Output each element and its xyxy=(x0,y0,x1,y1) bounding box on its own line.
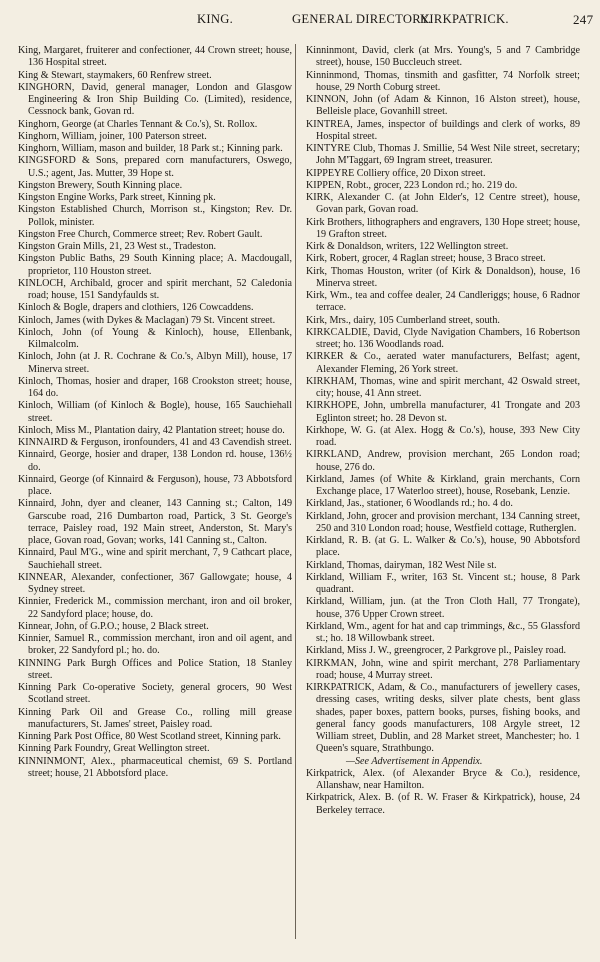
directory-entry: KIRKPATRICK, Adam, & Co., manufacturers of jewellery cases, dressing cases, writing desks, silver plate chests, bent glass shades, paper boxes, pattern books, purses, fishing books, and general fancy goods manufacturers, 108 Argyle street, 12 William street, Dublin, and 28 Market street, Manchester; ho. 1 Queen's square, Strathbungo. xyxy=(306,682,580,755)
header-left: KING. xyxy=(197,12,234,26)
directory-entry: Kirkland, William, jun. (at the Tron Cloth Hall, 77 Trongate), house, 376 Upper Crown street. xyxy=(306,596,580,620)
directory-entry: Kirk, Robert, grocer, 4 Raglan street; house, 3 Braco street. xyxy=(306,253,546,265)
directory-entry: Kirk, Thomas Houston, writer (of Kirk & Donaldson), house, 16 Minerva street. xyxy=(306,265,580,289)
directory-entry: KIPPEN, Robt., grocer, 223 London rd.; ho. 219 do. xyxy=(306,179,518,191)
directory-entry: KINNEAR, Alexander, confectioner, 367 Gallowgate; house, 4 Sydney street. xyxy=(18,571,292,595)
directory-entry: Kingston Public Baths, 29 South Kinning place; A. Macdougall, proprietor, 110 Houston street. xyxy=(18,253,292,277)
directory-entry: Kinloch, John (of Young & Kinloch), house, Ellenbank, Kilmalcolm. xyxy=(18,326,292,350)
directory-entry: Kinnier, Samuel R., commission merchant, iron and oil agent, and broker, 22 Sandyford pl.; ho. do. xyxy=(18,633,292,657)
directory-entry: Kirkland, William F., writer, 163 St. Vincent st.; house, 8 Park quadrant. xyxy=(306,571,580,595)
directory-entry: Kinning Park Foundry, Great Wellington street. xyxy=(18,743,210,755)
directory-entry: Kingston Established Church, Morrison st., Kingston; Rev. Dr. Pollok, minister. xyxy=(18,204,292,228)
header-right: KIRKPATRICK. xyxy=(420,12,509,26)
directory-entry: KINGHORN, David, general manager, London and Glasgow Engineering & Iron Ship Building Co. (Limited), residence, Cessnock bank, Govan rd. xyxy=(18,81,292,118)
directory-entry: KINTREA, James, inspector of buildings and clerk of works, 89 Hospital street. xyxy=(306,118,580,142)
directory-entry: KIRKLAND, Andrew, provision merchant, 265 London road; house, 276 do. xyxy=(306,449,580,473)
directory-entry: Kingston Free Church, Commerce street; Rev. Robert Gault. xyxy=(18,228,263,240)
directory-entry: Kinnaird, George (of Kinnaird & Ferguson), house, 73 Abbotsford place. xyxy=(18,473,292,497)
directory-entry: KIRK, Alexander C. (at John Elder's, 12 Centre street), house, Govan park, Govan road. xyxy=(306,192,580,216)
directory-entry: Kinning Park Post Office, 80 West Scotland street, Kinning park. xyxy=(18,731,281,742)
directory-entry: Kirkland, Miss J. W., greengrocer, 2 Parkgrove pl., Paisley road. xyxy=(306,645,567,657)
directory-entry: Kinloch, Miss M., Plantation dairy, 42 Plantation street; house do. xyxy=(18,424,285,436)
right-column xyxy=(306,45,580,817)
directory-entry: Kirkland, John, grocer and provision merchant, 134 Canning street, 250 and 310 London road; house, Westfield cottage, Rutherglen. xyxy=(306,510,580,534)
directory-entry: Kinnaird, George, hosier and draper, 138 London rd. house, 136½ do. xyxy=(18,449,292,473)
directory-entry: Kinloch, James (with Dykes & Maclagan) 79 St. Vincent street. xyxy=(18,314,276,326)
directory-entry: King & Stewart, staymakers, 60 Renfrew street. xyxy=(18,69,212,81)
directory-entry: Kirkpatrick, Alex. B. (of R. W. Fraser & Kirkpatrick), house, 24 Berkeley terrace. xyxy=(306,792,580,816)
directory-entry: Kingston Grain Mills, 21, 23 West st., Tradeston. xyxy=(18,241,217,252)
directory-entry: Kinloch & Bogle, drapers and clothiers, 126 Cowcaddens. xyxy=(18,302,254,314)
directory-entry: KIRKHAM, Thomas, wine and spirit merchant, 42 Oswald street, city; house, 41 Ann street. xyxy=(306,375,580,399)
directory-entry: KIPPEYRE Colliery office, 20 Dixon street. xyxy=(306,167,486,179)
directory-entry: KIRKMAN, John, wine and spirit merchant, 278 Parliamentary road; house, 4 Murray street. xyxy=(306,657,580,681)
directory-entry: KINTYRE Club, Thomas J. Smillie, 54 West Nile street, secretary; John M'Taggart, 69 Ingram street, treasurer. xyxy=(306,143,580,167)
directory-entry: Kinnaird, John, dyer and cleaner, 143 Canning st.; Calton, 149 Garscube road, 216 Dumbarton road, Partick, 3 St. George's terrace, Paisley road, 192 Main street, Anderston, St. Mary's place, Govan road, Govan; works, 141 Canning st., Calton. xyxy=(18,498,292,546)
directory-entry: Kinloch, Thomas, hosier and draper, 168 Crookston street; house, 164 do. xyxy=(18,375,292,399)
directory-entry: KINNAIRD & Ferguson, ironfounders, 41 and 43 Cavendish street. xyxy=(18,437,292,448)
directory-entry: Kinghorn, George (at Charles Tennant & Co.'s), St. Rollox. xyxy=(18,118,258,130)
directory-entry: KIRKCALDIE, David, Clyde Navigation Chambers, 16 Robertson street; ho. 136 Woodlands road. xyxy=(306,326,580,350)
directory-entry: Kirk Brothers, lithographers and engravers, 130 Hope street; house, 19 Grafton street. xyxy=(306,216,580,240)
directory-entry: Kingston Engine Works, Park street, Kinning pk. xyxy=(18,192,216,203)
directory-entry: Kirk & Donaldson, writers, 122 Wellington street. xyxy=(306,241,509,252)
directory-entry: Kinning Park Oil and Grease Co., rolling mill grease manufacturers, St. James' street, Paisley road. xyxy=(18,706,292,730)
directory-entry: Kinninmont, David, clerk (at Mrs. Young's, 5 and 7 Cambridge street), house, 150 Buccleuch street. xyxy=(306,45,580,69)
page-number: 247 xyxy=(573,12,594,27)
directory-entry: Kirk, Wm., tea and coffee dealer, 24 Candleriggs; house, 6 Radnor terrace. xyxy=(306,290,580,314)
directory-entry: KINNING Park Burgh Offices and Police Station, 18 Stanley street. xyxy=(18,657,292,681)
directory-entry: Kirkpatrick, Alex. (of Alexander Bryce & Co.), residence, Allanshaw, near Hamilton. xyxy=(306,767,580,791)
directory-entry: Kinnear, John, of G.P.O.; house, 2 Black street. xyxy=(18,620,209,632)
directory-entry: Kirkhope, W. G. (at Alex. Hogg & Co.'s), house, 393 New City road. xyxy=(306,424,580,448)
directory-entry: Kinnier, Frederick M., commission merchant, iron and oil broker, 22 Sandyford place; house, do. xyxy=(18,596,292,620)
directory-entry: Kirkland, Jas., stationer, 6 Woodlands rd.; ho. 4 do. xyxy=(306,498,513,510)
directory-entry: Kinghorn, William, joiner, 100 Paterson street. xyxy=(18,130,207,142)
directory-entry: Kirkland, Thomas, dairyman, 182 West Nile st. xyxy=(306,559,497,571)
directory-entry: Kinloch, John (at J. R. Cochrane & Co.'s, Albyn Mill), house, 17 Minerva street. xyxy=(18,351,292,375)
directory-entry: KINNINMONT, Alex., pharmaceutical chemist, 69 S. Portland street; house, 21 Abbotsford place. xyxy=(18,755,292,779)
directory-entry: KINGSFORD & Sons, prepared corn manufacturers, Oswego, U.S.; agent, Jas. Mutter, 39 Hope st. xyxy=(18,155,292,179)
directory-entry: KIRKHOPE, John, umbrella manufacturer, 41 Trongate and 203 Eglinton street; ho. 28 Devon st. xyxy=(306,400,580,424)
directory-entry: Kinnaird, Paul M'G., wine and spirit merchant, 7, 9 Cathcart place, Sauchiehall street. xyxy=(18,547,292,571)
directory-entry: Kirkland, Wm., agent for hat and cap trimmings, &c., 55 Glassford st.; ho. 18 Willowbank street. xyxy=(306,620,580,644)
directory-entry: KINLOCH, Archibald, grocer and spirit merchant, 52 Caledonia road; house, 151 Sandyfaulds st. xyxy=(18,277,292,301)
directory-entry: Kirkland, James (of White & Kirkland, grain merchants, Corn Exchange place, 17 Waterloo street), house, Rosebank, Lenzie. xyxy=(306,473,580,497)
column-divider xyxy=(295,44,296,939)
directory-entry: Kinninmond, Thomas, tinsmith and gasfitter, 74 Norfolk street; house, 29 North Coburg street. xyxy=(306,69,580,93)
left-column xyxy=(18,45,292,780)
directory-entry: Kinning Park Co-operative Society, general grocers, 90 West Scotland street. xyxy=(18,682,292,706)
directory-entry: Kirk, Mrs., dairy, 105 Cumberland street, south. xyxy=(306,314,500,326)
header-center: GENERAL DIRECTORY. xyxy=(292,12,432,26)
directory-entry: Kinghorn, William, mason and builder, 18 Park st.; Kinning park. xyxy=(18,143,283,154)
directory-entry: —See Advertisement in Appendix. xyxy=(346,755,483,767)
directory-entry: Kingston Brewery, South Kinning place. xyxy=(18,179,183,191)
directory-entry: Kinloch, William (of Kinloch & Bogle), house, 165 Sauchiehall street. xyxy=(18,400,292,424)
directory-entry: KIRKER & Co., aerated water manufacturers, Belfast; agent, Alexander Fleming, 26 York street. xyxy=(306,351,580,375)
directory-entry: KINNON, John (of Adam & Kinnon, 16 Alston street), house, Belleisle place, Govanhill street. xyxy=(306,94,580,118)
directory-entry: King, Margaret, fruiterer and confectioner, 44 Crown street; house, 136 Hospital street. xyxy=(18,45,292,69)
running-header xyxy=(0,6,600,28)
directory-entry: Kirkland, R. B. (at G. L. Walker & Co.'s), house, 90 Abbotsford place. xyxy=(306,535,580,559)
